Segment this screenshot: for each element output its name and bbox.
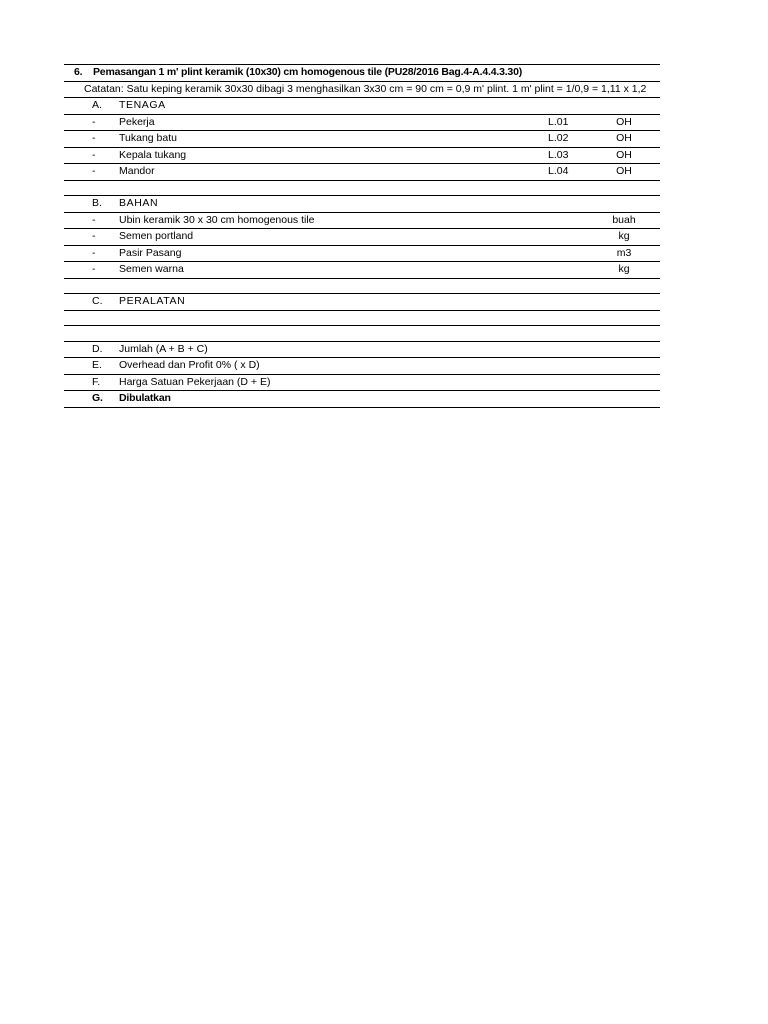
row-bullet: - (92, 148, 96, 161)
row-description: Ubin keramik 30 x 30 cm homogenous tile (119, 213, 315, 226)
section-label: BAHAN (119, 197, 159, 209)
section-letter: A. (92, 99, 102, 111)
total-row-harga-satuan (64, 375, 660, 392)
row-bullet: - (92, 263, 96, 275)
row-description: Semen portland (119, 230, 194, 242)
row-unit: OH (616, 132, 632, 144)
row-bullet: - (92, 246, 96, 259)
blank-row (64, 181, 660, 197)
note-row (64, 82, 660, 99)
table-row (64, 229, 660, 246)
row-code: L.01 (548, 115, 569, 128)
blank-row (64, 311, 660, 327)
row-unit: OH (616, 148, 632, 161)
section-letter: C. (92, 295, 103, 307)
row-bullet: - (92, 213, 96, 226)
table-row (64, 246, 660, 263)
total-row-dibulatkan (64, 391, 660, 408)
total-row-jumlah (64, 342, 660, 359)
table-row (64, 131, 660, 148)
blank-row (64, 326, 660, 342)
row-description: Pasir Pasang (119, 246, 182, 259)
row-bullet: - (92, 165, 96, 177)
row-unit: OH (616, 165, 632, 177)
table-row (64, 164, 660, 181)
row-unit: kg (618, 263, 630, 275)
total-label: Overhead dan Profit 0% ( x D) (119, 359, 260, 371)
table-row (64, 262, 660, 279)
table-row (64, 115, 660, 132)
item-title: Pemasangan 1 m' plint keramik (10x30) cm homogenous tile (PU28/2016 Bag.4-A.4.4.3.30) (93, 66, 523, 78)
total-label: Harga Satuan Pekerjaan (D + E) (119, 375, 271, 388)
section-label: TENAGA (119, 99, 166, 111)
note-text: Catatan: Satu keping keramik 30x30 dibagi 3 menghasilkan 3x30 cm = 90 cm = 0,9 m' plint. 1 m' plint = 1/0,9 = 1,11 x 1,2 (84, 82, 647, 95)
row-description: Kepala tukang (119, 148, 187, 161)
total-row-overhead (64, 358, 660, 375)
row-description: Pekerja (119, 115, 155, 128)
row-bullet: - (92, 115, 96, 128)
total-label: Dibulatkan (119, 392, 171, 404)
row-bullet: - (92, 230, 96, 242)
row-code: L.04 (548, 165, 569, 177)
row-unit: m3 (616, 246, 632, 259)
spreadsheet-table (64, 64, 660, 408)
row-description: Semen warna (119, 263, 184, 275)
row-unit: OH (616, 115, 632, 128)
section-header-bahan (64, 196, 660, 213)
section-header-tenaga (64, 98, 660, 115)
section-letter: B. (92, 197, 102, 209)
total-letter: G. (92, 392, 103, 404)
row-code: L.02 (548, 132, 569, 144)
total-label: Jumlah (A + B + C) (119, 342, 208, 355)
row-description: Mandor (119, 165, 155, 177)
total-letter: E. (92, 359, 102, 371)
row-code: L.03 (548, 148, 569, 161)
total-letter: D. (92, 342, 103, 355)
total-letter: F. (92, 375, 101, 388)
table-row (64, 148, 660, 165)
row-description: Tukang batu (119, 132, 177, 144)
section-header-peralatan (64, 294, 660, 311)
item-number: 6. (74, 66, 83, 78)
blank-row (64, 279, 660, 295)
item-title-row (64, 64, 660, 82)
row-unit: buah (612, 213, 636, 226)
table-row (64, 213, 660, 230)
row-bullet: - (92, 132, 96, 144)
section-label: PERALATAN (119, 295, 186, 307)
row-unit: kg (618, 230, 630, 242)
